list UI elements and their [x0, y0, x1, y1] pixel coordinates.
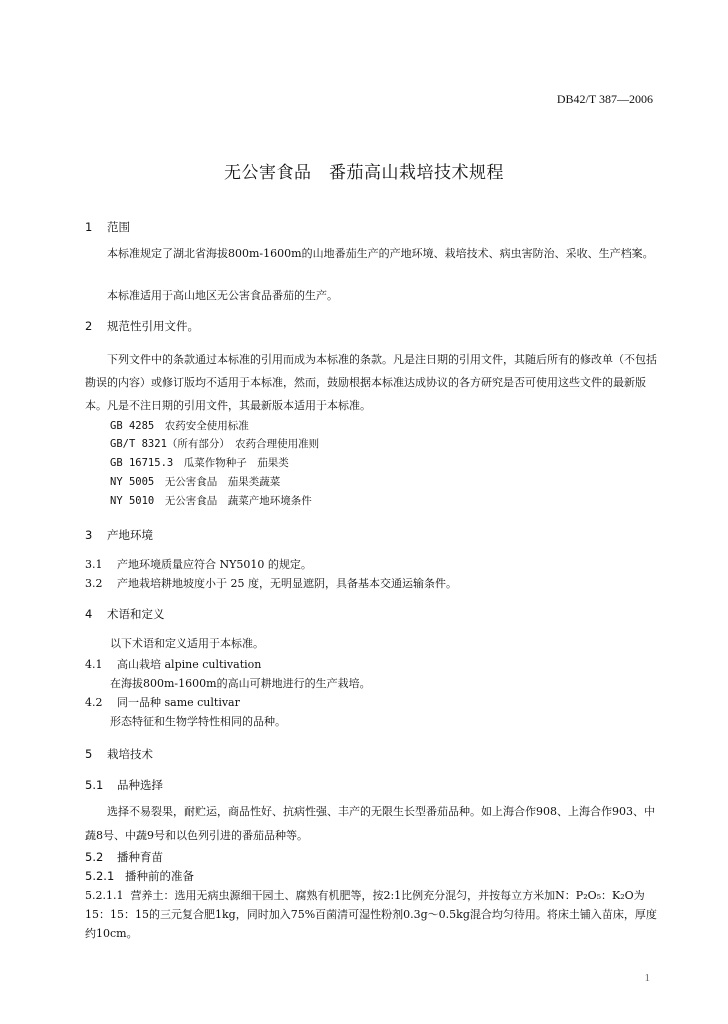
- section-4-title: 术语和定义: [107, 607, 165, 621]
- section-4-intro: 以下术语和定义适用于本标准。: [110, 637, 264, 650]
- subsection-title: 品种选择: [117, 778, 163, 792]
- section-4-number: 4: [85, 607, 93, 621]
- reference-item: GB 16715.3 瓜菜作物种子 茄果类: [110, 457, 289, 469]
- term-4-1: [85, 656, 261, 672]
- clause-3-1: [85, 556, 312, 572]
- clause-number: 5.2.1.1: [85, 889, 124, 902]
- subsection-number: 5.1: [85, 778, 104, 792]
- subsection-5-2-1-heading: [85, 868, 194, 884]
- clause-5-2-1-1: [85, 886, 657, 943]
- term-title: 高山栽培 alpine cultivation: [117, 658, 262, 671]
- subsection-title: 播种前的准备: [125, 869, 194, 883]
- section-2-heading: [85, 318, 199, 334]
- clause-text: 产地环境质量应符合 NY5010 的规定。: [117, 558, 312, 571]
- page-number: 1: [644, 972, 650, 984]
- section-2-number: 2: [85, 319, 93, 333]
- reference-item: GB/T 8321（所有部分） 农药合理使用准则: [110, 438, 320, 450]
- term-4-2-definition: 形态特征和生物学特性相同的品种。: [110, 715, 286, 728]
- section-1-number: 1: [85, 220, 93, 234]
- clause-number: 3.2: [85, 577, 103, 590]
- subsection-title: 播种育苗: [117, 850, 163, 864]
- document-title: 无公害食品 番茄高山栽培技术规程: [224, 163, 504, 183]
- section-2-para: 下列文件中的条款通过本标准的引用而成为本标准的条款。凡是注日期的引用文件，其随后所有的修改单（不包括勘误的内容）或修订版均不适用于本标准，然而，鼓励根据本标准达成协议的各方研究是否可使用这些文件的最新版本。凡是不注日期的引用文件，其最新版本适用于本标准。: [85, 353, 657, 412]
- section-4-heading: [85, 606, 165, 622]
- term-number: 4.2: [85, 696, 103, 709]
- term-4-1-definition: 在海拔800m-1600m的高山可耕地进行的生产栽培。: [110, 677, 371, 690]
- standard-code: DB42/T 387—2006: [556, 92, 653, 106]
- clause-text: 营养土：选用无病虫源细干园土、腐熟有机肥等，按2:1比例充分混匀，并按每立方米加N：P₂O₅：K₂O为15：15：15的三元复合肥1kg，同时加入75%百菌清可湿性粉剂0.3g～0.5kg混合均匀待用。将床土铺入苗床，厚度约10cm。: [85, 889, 657, 940]
- term-title: 同一品种 same cultivar: [117, 696, 240, 709]
- section-1-para-2: 本标准适用于高山地区无公害食品番茄的生产。: [107, 289, 338, 302]
- section-5-title: 栽培技术: [107, 747, 153, 761]
- section-3-title: 产地环境: [107, 528, 153, 542]
- clause-3-2: [85, 575, 457, 591]
- section-5-heading: [85, 746, 153, 762]
- subsection-5-1-heading: [85, 777, 163, 793]
- reference-item: GB 4285 农药安全使用标准: [110, 420, 249, 432]
- section-5-number: 5: [85, 747, 93, 761]
- section-1-para-1: 本标准规定了湖北省海拔800m-1600m的山地番茄生产的产地环境、栽培技术、病虫害防治、采收、生产档案。: [107, 247, 654, 260]
- subsection-5-1-para: 选择不易裂果，耐贮运，商品性好、抗病性强、丰产的无限生长型番茄品种。如上海合作908、上海合作903、中蔬8号、中蔬9号和以色列引进的番茄品种等。: [85, 805, 655, 842]
- subsection-number: 5.2: [85, 850, 104, 864]
- clause-text: 产地栽培耕地坡度小于 25 度，无明显遮阴，具备基本交通运输条件。: [117, 577, 457, 590]
- subsection-5-2-heading: [85, 849, 163, 865]
- section-3-heading: [85, 527, 153, 543]
- clause-number: 3.1: [85, 558, 103, 571]
- reference-item: NY 5010 无公害食品 蔬菜产地环境条件: [110, 495, 312, 507]
- section-2-title: 规范性引用文件。: [107, 319, 199, 333]
- term-number: 4.1: [85, 658, 103, 671]
- section-3-number: 3: [85, 528, 93, 542]
- reference-item: NY 5005 无公害食品 茄果类蔬菜: [110, 476, 281, 488]
- term-4-2: [85, 694, 240, 710]
- subsection-number: 5.2.1: [85, 869, 115, 883]
- section-1-heading: [85, 219, 130, 235]
- section-1-title: 范围: [107, 220, 130, 234]
